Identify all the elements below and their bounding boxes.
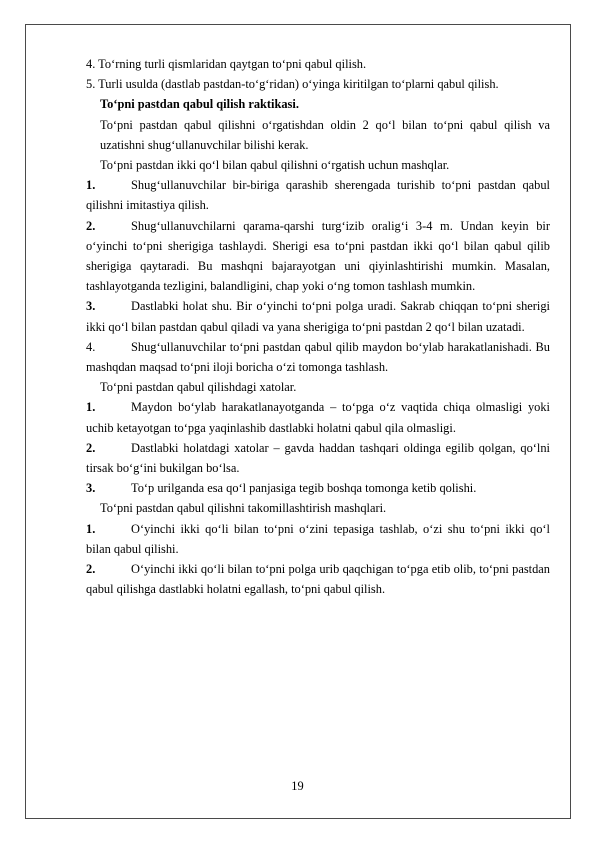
exercise-number: 4. — [86, 339, 96, 354]
improvement-number: 2. — [86, 562, 96, 577]
exercise-text: Shug‘ullanuvchilar to‘pni pastdan qabul qilib maydon bo‘ylab harakatlanishadi. Bu mashqdan maqsad to‘pni iloji boricha o‘zi tomonga tashlash. — [86, 339, 550, 375]
error-item — [86, 397, 550, 437]
page-number: 19 — [291, 779, 304, 793]
exercise-text: Shug‘ullanuvchilar bir-biriga qarashib sherengada turishib to‘pni pastdan qabul qilishni imitastiya qilish. — [86, 178, 550, 213]
exercise-item — [86, 337, 550, 377]
improvement-text: O‘yinchi ikki qo‘li bilan to‘pni o‘zini tepasiga tashlab, o‘zi shu to‘pni ikki qo‘l bilan qabul qilishi. — [86, 521, 550, 556]
exercise-number: 1. — [86, 178, 96, 193]
error-number: 1. — [86, 400, 96, 415]
improvement-item — [86, 519, 550, 559]
error-text: Dastlabki holatdagi xatolar – gavda haddan tashqari oldinga egilib qolgan, qo‘lni tirsak bo‘g‘ini bukilgan bo‘lsa. — [86, 440, 550, 476]
paragraph-exercises-intro: To‘pni pastdan ikki qo‘l bilan qabul qilishni o‘rgatish uchun mashqlar. — [100, 158, 450, 173]
exercise-text: Dastlabki holat shu. Bir o‘yinchi to‘pni polga uradi. Sakrab chiqqan to‘pni sherigi ikki qo‘l bilan pastdan qabul qiladi va yana sherigiga to‘pni pastdan 2 qo‘l bilan uzatadi. — [86, 299, 550, 334]
list-line-5: 5. Turli usulda (dastlab pastdan-to‘g‘ridan) o‘yinga kiritilgan to‘plarni qabul qilish. — [86, 77, 499, 92]
section-heading-improvement: To‘pni pastdan qabul qilishni takomillashtirish mashqlari. — [100, 501, 387, 516]
exercise-item — [86, 216, 550, 297]
error-item — [86, 478, 550, 498]
exercise-number: 3. — [86, 299, 96, 314]
improvement-item — [86, 559, 550, 599]
list-line-4: 4. To‘rning turli qismlaridan qaytgan to‘pni qabul qilish. — [86, 57, 367, 71]
section-heading-errors: To‘pni pastdan qabul qilishdagi xatolar. — [100, 380, 297, 395]
paragraph-intro: To‘pni pastdan qabul qilishni o‘rgatishdan oldin 2 qo‘l bilan to‘pni qabul qilish va uzatishni shug‘ullanuvchilar bilishi kerak. — [100, 117, 550, 152]
exercise-item — [86, 175, 550, 215]
improvement-text: O‘yinchi ikki qo‘li bilan to‘pni polga urib qaqchigan to‘pga etib olib, to‘pni pastdan qabul qilishga dastlabki holatni egallash, to‘pni qabul qilish. — [86, 562, 550, 597]
error-text: Maydon bo‘ylab harakatlanayotganda – to‘pga o‘z vaqtida chiqa olmasligi yoki uchib ketayotgan to‘pga yaqinlashib dastlabki holatni qabul qila olmasligi. — [86, 400, 550, 435]
error-number: 2. — [86, 440, 96, 455]
improvement-number: 1. — [86, 521, 96, 536]
error-text: To‘p urilganda esa qo‘l panjasiga tegib boshqa tomonga ketib qolishi. — [131, 481, 477, 496]
exercise-item — [86, 296, 550, 336]
exercise-number: 2. — [86, 218, 96, 233]
error-number: 3. — [86, 481, 96, 496]
error-item — [86, 438, 550, 478]
section-heading-technique: To‘pni pastdan qabul qilish raktikasi. — [100, 97, 299, 112]
document-body — [86, 54, 550, 599]
exercise-text: Shug‘ullanuvchilarni qarama-qarshi turg‘izib oralig‘i 3-4 m. Undan keyin bir o‘yinchi to‘pni sherigiga tashlaydi. Sherigi esa to‘pni pastdan ikki qo‘l bilan qabul qilib sherigiga qaytaradi. Bu mashqni bajarayotgan uni qiyinlashtirishi mumkin. Masalan, tashlayotganda tezligini, balandligini, chap yoki o‘ng tomon tashlash mumkin. — [86, 218, 550, 294]
